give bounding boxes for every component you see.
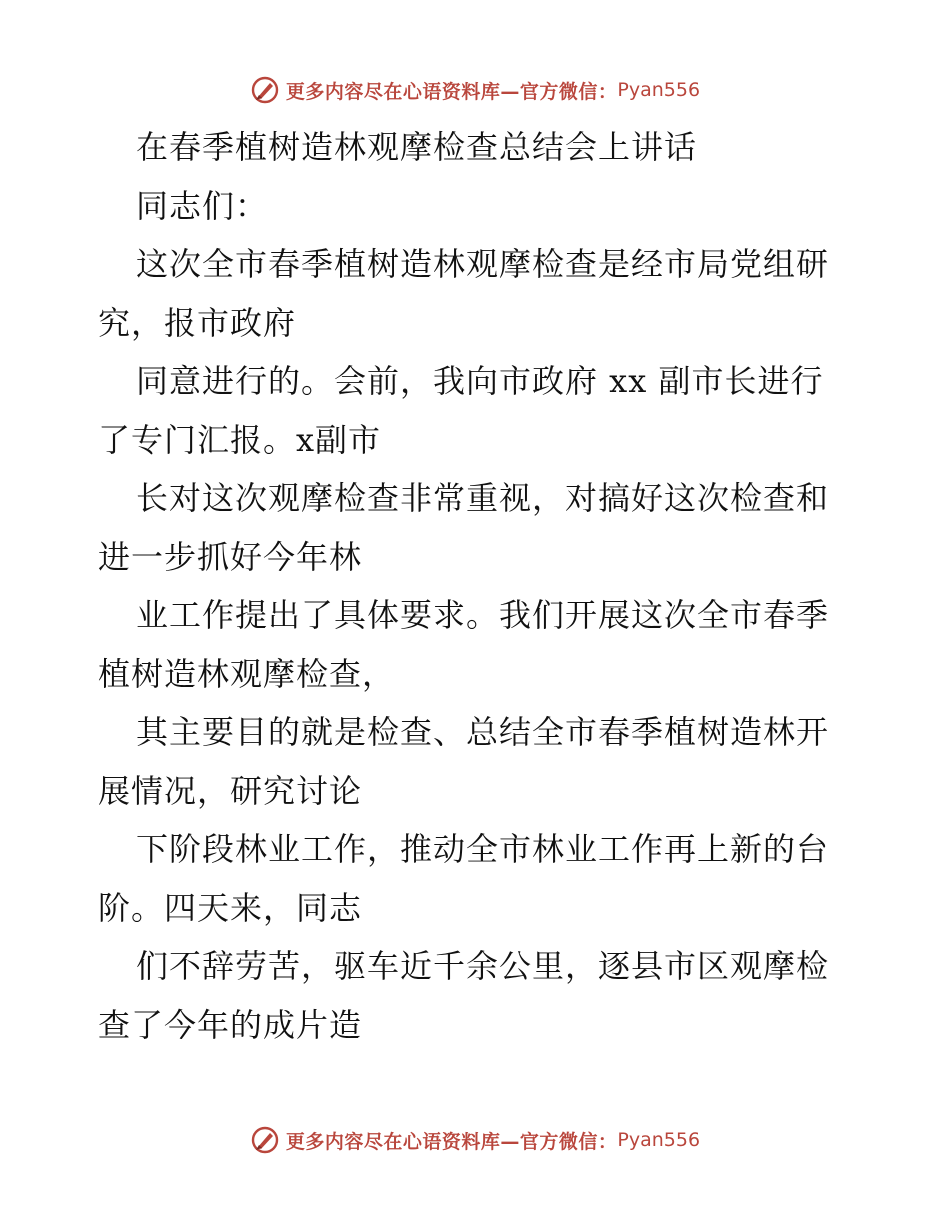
body-line: 进一步抓好今年林 [98,537,363,576]
body-line: 阶。四天来，同志 [98,888,363,927]
body-line: 同意进行的。会前，我向市政府 xx 副市长进行 [136,362,824,400]
body-line: 长对这次观摩检查非常重视，对搞好这次检查和 [136,479,830,517]
body-line: 其主要目的就是检查、总结全市春季植树造林开 [136,713,830,751]
document-title: 在春季植树造林观摩检查总结会上讲话 [136,128,698,166]
body-line: 业工作提出了具体要求。我们开展这次全市春季 [136,596,830,634]
pen-nib-icon [250,75,280,105]
body-line: 展情况，研究讨论 [98,771,363,810]
body-line: 植树造林观摩检查， [98,654,396,693]
pen-nib-icon [250,1125,280,1155]
body-line: 下阶段林业工作，推动全市林业工作再上新的台 [136,830,830,868]
body-line: 究，报市政府 [98,303,297,342]
body-line: 们不辞劳苦，驱车近千余公里，逐县市区观摩检 [136,947,830,985]
watermark-text: 更多内容尽在心语资料库—官方微信： [285,80,618,103]
header-watermark-banner [0,70,950,110]
watermark-text: 更多内容尽在心语资料库—官方微信： [285,1130,618,1153]
body-line: 了专门汇报。x副市 [98,420,382,459]
body-line: 查了今年的成片造 [98,1005,363,1044]
body-line: 这次全市春季植树造林观摩检查是经市局党组研 [136,245,830,283]
wechat-id: Pyan556 [617,1129,701,1151]
salutation: 同志们： [136,186,269,225]
wechat-id: Pyan556 [617,79,701,101]
document-body [98,118,858,1054]
footer-watermark-banner [0,1120,950,1160]
